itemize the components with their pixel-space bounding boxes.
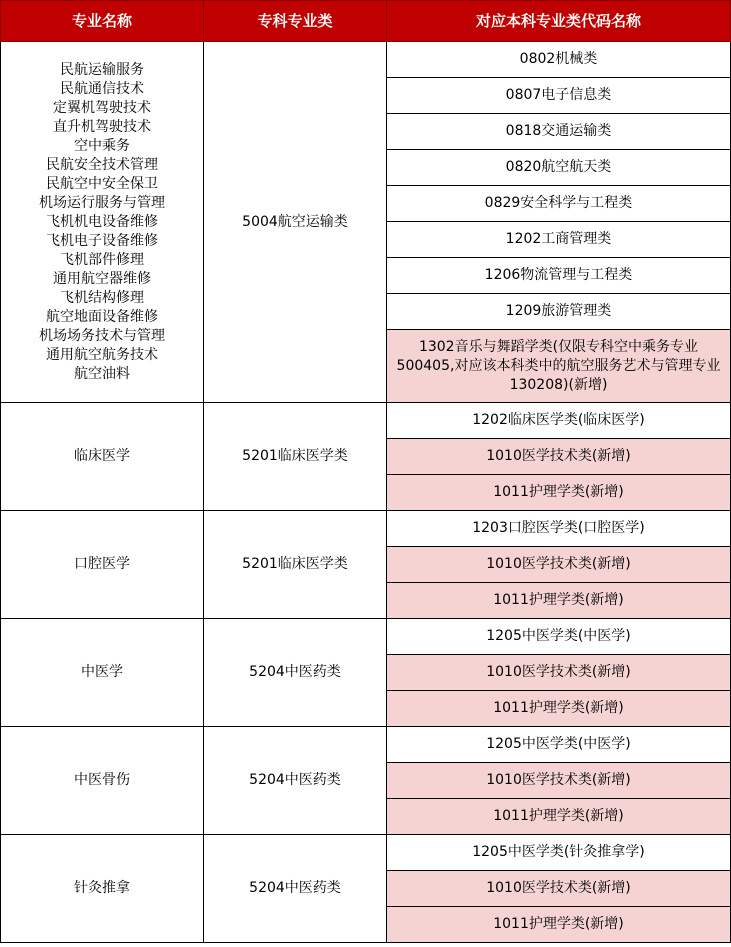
- major-item: 飞机电子设备维修: [46, 232, 158, 249]
- majors-list: [5, 61, 199, 384]
- undergrad-category-cell-new: 1011护理学类(新增): [387, 583, 731, 619]
- header-row: [1, 1, 731, 42]
- undergrad-category-cell: 0802机械类: [387, 42, 731, 78]
- major-item: 定翼机驾驶技术: [53, 99, 151, 116]
- undergrad-category-cell: 0818交通运输类: [387, 114, 731, 150]
- undergrad-category-cell-new: 1302音乐与舞蹈学类(仅限专科空中乘务专业500405,对应该本科类中的航空服务艺术与管理专业130208)(新增): [387, 330, 731, 403]
- majors-cell: [1, 42, 204, 403]
- vocational-category-cell: 5004航空运输类: [204, 42, 387, 403]
- undergrad-category-cell: 1205中医学类(中医学): [387, 619, 731, 655]
- table-row: [1, 619, 731, 655]
- undergrad-category-cell: 0807电子信息类: [387, 78, 731, 114]
- vocational-category-cell: 5204中医药类: [204, 619, 387, 727]
- major-item: 通用航空航务技术: [46, 346, 158, 363]
- major-item: 民航安全技术管理: [46, 156, 158, 173]
- undergrad-category-cell-new: 1010医学技术类(新增): [387, 763, 731, 799]
- major-item: 民航空中安全保卫: [46, 175, 158, 192]
- major-item: 飞机机电设备维修: [46, 213, 158, 230]
- major-item: 飞机部件修理: [60, 251, 144, 268]
- undergrad-category-cell: 1205中医学类(中医学): [387, 727, 731, 763]
- majors-cell: 口腔医学: [1, 511, 204, 619]
- undergrad-category-cell-new: 1011护理学类(新增): [387, 475, 731, 511]
- major-item: 机场运行服务与管理: [39, 194, 165, 211]
- major-item: 空中乘务: [74, 137, 130, 154]
- undergrad-category-cell-new: 1010医学技术类(新增): [387, 871, 731, 907]
- table-row: [1, 42, 731, 78]
- undergrad-category-cell: 1202临床医学类(临床医学): [387, 403, 731, 439]
- vocational-category-cell: 5201临床医学类: [204, 511, 387, 619]
- undergrad-category-cell-new: 1011护理学类(新增): [387, 907, 731, 943]
- undergrad-category-cell: 1203口腔医学类(口腔医学): [387, 511, 731, 547]
- undergrad-category-cell-new: 1011护理学类(新增): [387, 691, 731, 727]
- table-row: [1, 511, 731, 547]
- undergrad-category-cell: 0820航空航天类: [387, 150, 731, 186]
- major-item: 民航通信技术: [60, 80, 144, 97]
- majors-cell: 临床医学: [1, 403, 204, 511]
- vocational-category-cell: 5201临床医学类: [204, 403, 387, 511]
- header-undergrad-category: 对应本科专业类代码名称: [387, 1, 731, 42]
- major-item: 飞机结构修理: [60, 289, 144, 306]
- undergrad-category-cell-new: 1011护理学类(新增): [387, 799, 731, 835]
- undergrad-category-cell: 1209旅游管理类: [387, 294, 731, 330]
- majors-cell: 中医学: [1, 619, 204, 727]
- table-row: [1, 403, 731, 439]
- major-item: 航空地面设备维修: [46, 308, 158, 325]
- major-item: 通用航空器维修: [53, 270, 151, 287]
- majors-cell: 中医骨伤: [1, 727, 204, 835]
- major-item: 直升机驾驶技术: [53, 118, 151, 135]
- undergrad-category-cell-new: 1010医学技术类(新增): [387, 439, 731, 475]
- major-item: 民航运输服务: [60, 61, 144, 78]
- undergrad-category-cell-new: 1010医学技术类(新增): [387, 655, 731, 691]
- undergrad-category-cell: 0829安全科学与工程类: [387, 186, 731, 222]
- undergrad-category-cell: 1206物流管理与工程类: [387, 258, 731, 294]
- vocational-category-cell: 5204中医药类: [204, 835, 387, 943]
- table-body: [1, 42, 731, 943]
- header-major-name: 专业名称: [1, 1, 204, 42]
- table-row: [1, 727, 731, 763]
- major-item: 航空油料: [74, 365, 130, 382]
- majors-cell: 针灸推拿: [1, 835, 204, 943]
- undergrad-category-cell: 1202工商管理类: [387, 222, 731, 258]
- header-vocational-category: 专科专业类: [204, 1, 387, 42]
- major-item: 机场场务技术与管理: [39, 327, 165, 344]
- vocational-category-cell: 5204中医药类: [204, 727, 387, 835]
- undergrad-category-cell-new: 1010医学技术类(新增): [387, 547, 731, 583]
- table-row: [1, 835, 731, 871]
- undergrad-category-cell: 1205中医学类(针灸推拿学): [387, 835, 731, 871]
